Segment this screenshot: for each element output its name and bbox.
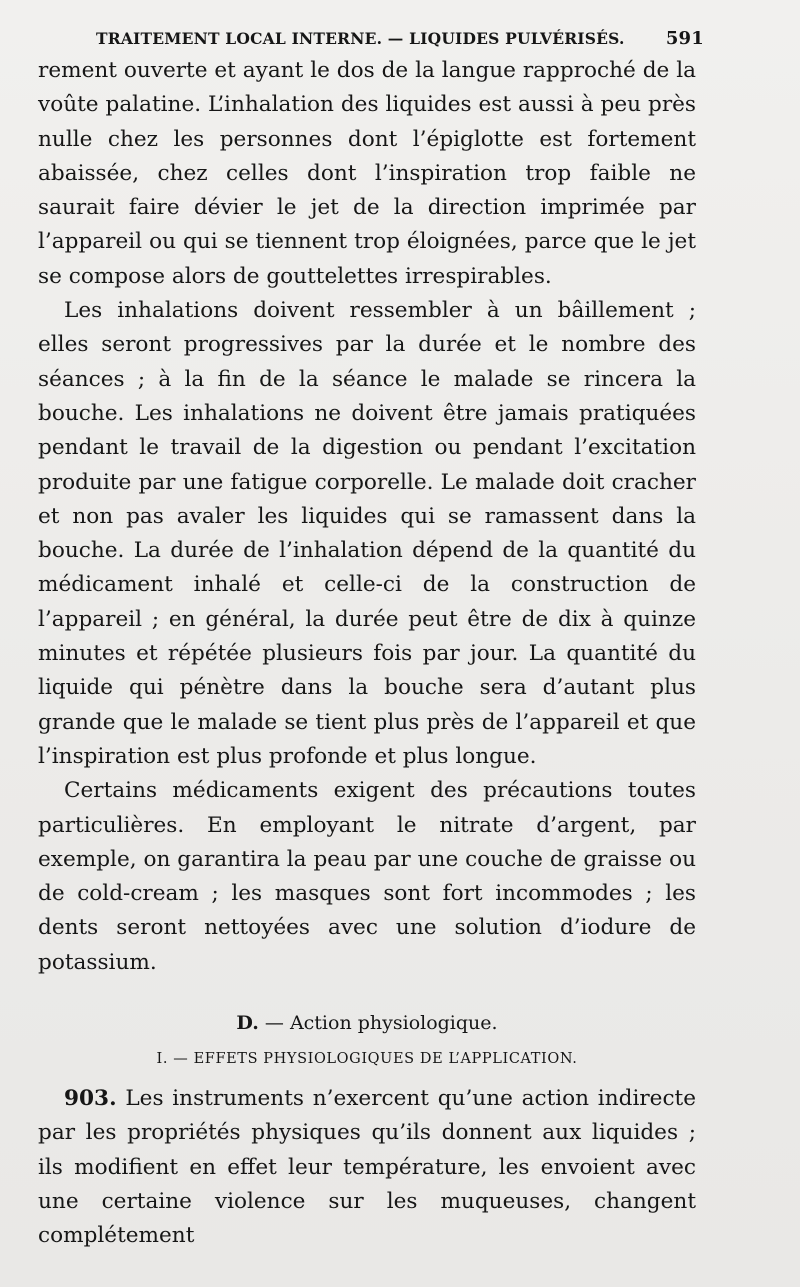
section-letter: D. [236, 1012, 259, 1035]
subsection-heading: I. — EFFETS PHYSIOLOGIQUES DE L’APPLICATION. [156, 1051, 578, 1068]
page-number: 591 [665, 28, 704, 49]
section-separator: — [264, 1012, 284, 1035]
running-head [96, 28, 704, 54]
paragraph-inhalations: Les inhalations doivent ressembler à un bâillement ; elles seront progressives par la durée et le nombre des séances ; à la fin de la séance le malade se rincera la bouche. Les inhalations ne doivent être jamais pratiquées pendant le travail de la digestion ou pendant l’excitation produite par une fatigue corporelle. Le malade doit cracher et non pas avaler les liquides qui se ramassent dans la bouche. La durée de l’inhalation dépend de la quantité du médicament inhalé et celle-ci de la construction de l’appareil ; en général, la durée peut être de dix à quinze minutes et répétée plusieurs fois par jour. La quantité du liquide qui pénètre dans la bouche sera d’autant plus grande que le malade se tient plus près de l’appareil et que l’inspiration est plus profonde et plus longue. [38, 298, 696, 769]
paragraph-continuation: rement ouverte et ayant le dos de la langue rapproché de la voûte palatine. L’inhalation des liquides est aussi à peu près nulle chez les personnes dont l’épiglotte est fortement abaissée, chez celles dont l’inspiration trop faible ne saurait faire dévier le jet de la direction imprimée par l’appareil ou qui se tiennent trop éloignées, parce que le jet se compose alors de gouttelettes irrespirables. [38, 58, 696, 289]
numbered-paragraph [38, 1082, 696, 1253]
paragraph-number: 903. [64, 1086, 117, 1112]
running-head-title: TRAITEMENT LOCAL INTERNE. — LIQUIDES PULVÉRISÉS. [96, 29, 625, 48]
numbered-paragraph-text: Les instruments n’exercent qu’une action indirecte par les propriétés physiques qu’ils donnent aux liquides ; ils modifient en effet leur température, les envoient avec une certaine violence sur les muqueuses, changent complétement [38, 1086, 696, 1249]
section-heading [38, 1006, 696, 1042]
section-title: Action physiologique. [289, 1012, 498, 1035]
paragraph-medicaments: Certains médicaments exigent des précautions toutes particulières. En employant le nitrate d’argent, par exemple, on garantira la peau par une couche de graisse ou de cold-cream ; les masques sont fort incommodes ; les dents seront nettoyées avec une solution d’iodure de potassium. [38, 778, 696, 975]
body-text [38, 54, 696, 1254]
